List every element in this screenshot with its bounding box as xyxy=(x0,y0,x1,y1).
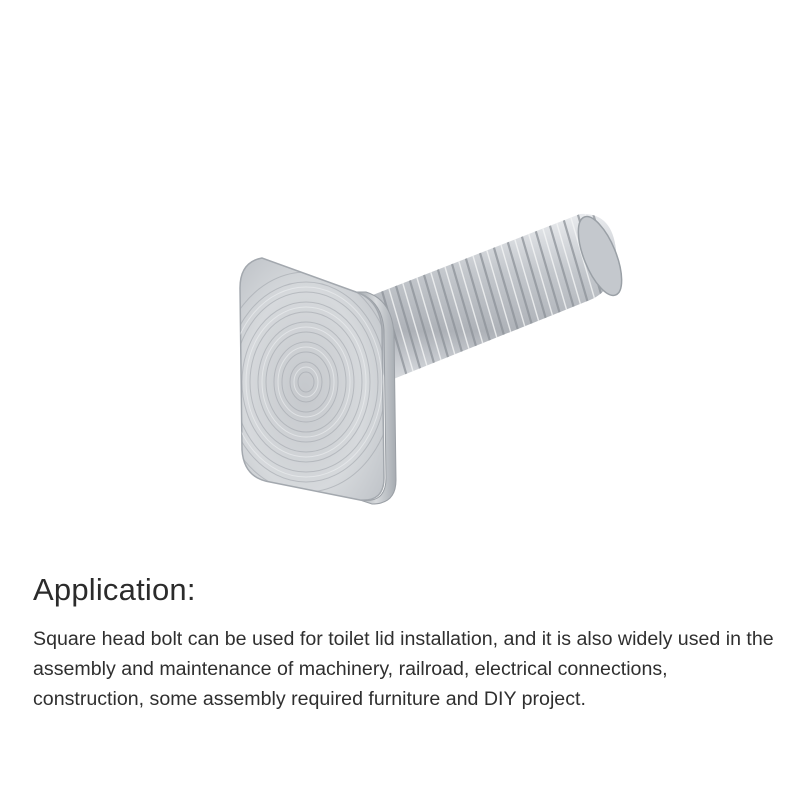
application-heading: Application: xyxy=(33,572,196,607)
application-description: Square head bolt can be used for toilet lid installation, and it is also widely used in the assembly and maintenance of machinery, railroad, electrical connections, construction, some assembly required furniture and DIY project. xyxy=(33,628,774,710)
bolt-shank xyxy=(360,203,631,382)
